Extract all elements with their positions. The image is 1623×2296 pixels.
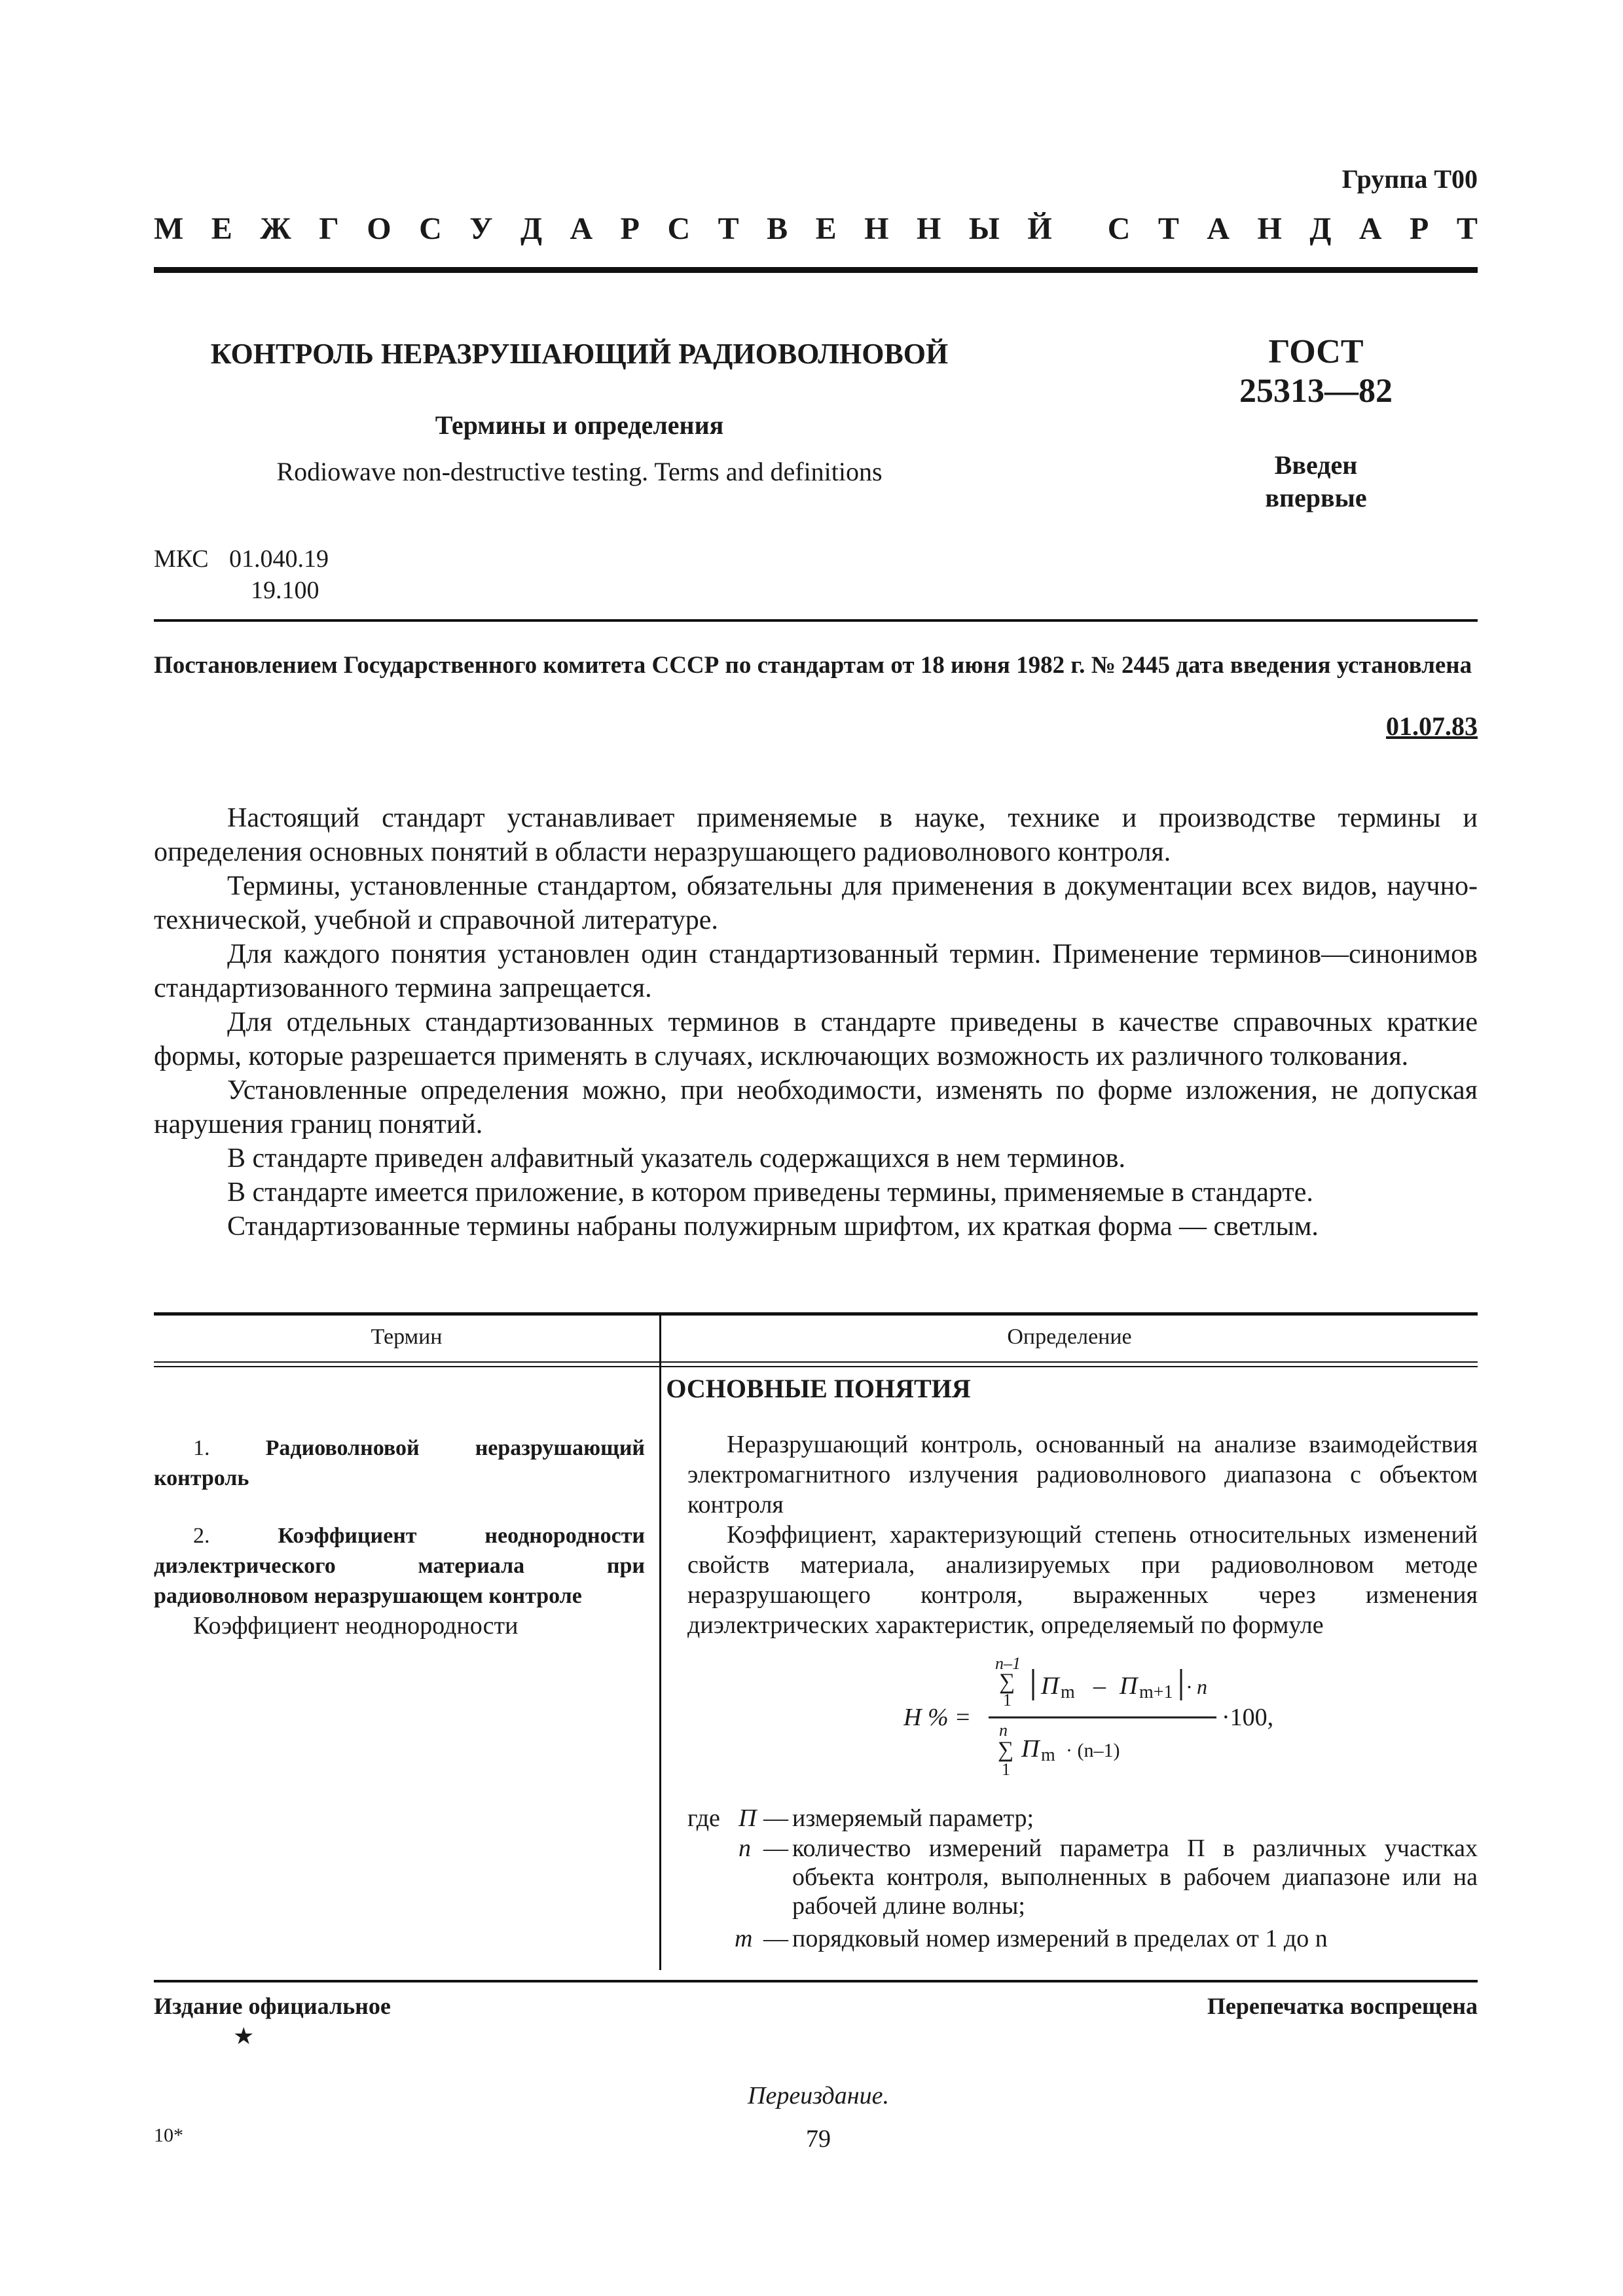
numerator-pi: П [1041, 1672, 1059, 1700]
heading-letter: Г [319, 211, 339, 246]
intro-paragraph: Для каждого понятия установлен один стандартизованный термин. Применение терминов—синонимов стандартизованного термина запрещается. [154, 939, 1478, 1003]
where-dash: — [763, 1835, 788, 1862]
table-header-rule [154, 1361, 1478, 1363]
decree-text: Постановлением Государственного комитета СССР по стандартам от 18 июня 1982 г. № 2445 дата введения установлена [154, 652, 1472, 679]
term-text: Радиоволновой неразрушающий контроль [154, 1436, 645, 1490]
page-number: 79 [806, 2125, 831, 2153]
term-text: Коэффициент неоднородности диэлектрического материала при радиоволновом неразрушающем контроле [154, 1524, 645, 1608]
heading-letter: Н [916, 211, 941, 246]
heading-letter: Н [1257, 211, 1282, 246]
english-title: Rodiowave non-destructive testing. Terms and definitions [276, 457, 883, 486]
decree-date: 01.07.83 [1386, 711, 1478, 741]
heading-letter: С [419, 211, 442, 246]
heading-letter: А [570, 211, 593, 246]
gost-designation [1205, 332, 1427, 411]
numerator-minus: – [1093, 1672, 1106, 1700]
heading-letter: Е [815, 211, 837, 246]
heading-letter: М [154, 211, 184, 246]
section-heading: ОСНОВНЫЕ ПОНЯТИЯ [661, 1373, 976, 1404]
denominator-tail: · (n–1) [1066, 1740, 1120, 1761]
formula-lhs: H % [903, 1704, 949, 1731]
heading-letter: У [469, 211, 493, 246]
term-number: 1. [193, 1436, 266, 1460]
heading-letter: Т [718, 211, 739, 246]
intro-paragraph: Термины, установленные стандартом, обязательны для применения в документации всех видов, научно-технической, учебной и справочной литературе. [154, 871, 1478, 935]
interstate-standard-heading [154, 211, 1478, 247]
heading-letter: Ы [968, 211, 1000, 246]
numerator-sub-m1: m+1 [1139, 1682, 1173, 1702]
term-2-short-form: Коэффициент неоднородности [193, 1612, 519, 1640]
denominator-pi: П [1021, 1735, 1040, 1763]
group-label: Группа Т00 [1341, 164, 1478, 194]
heading-letter: А [1359, 211, 1382, 246]
introduced-line2: впервые [1265, 483, 1367, 512]
where-symbol-m: m [735, 1925, 753, 1952]
mks-label: МКС [154, 545, 209, 573]
intro-section [154, 801, 1478, 1244]
heading-letter: О [367, 211, 392, 246]
reissue-label: Переиздание. [748, 2082, 889, 2109]
table-column-divider [659, 1316, 661, 1970]
heading-letter: Й [1027, 211, 1052, 246]
column-header-term: Термин [371, 1325, 443, 1349]
formula-times-100: ·100, [1222, 1704, 1274, 1731]
numerator-pi-next: П [1120, 1672, 1138, 1700]
where-dash: — [763, 1925, 788, 1952]
numerator-times-n: · n [1186, 1675, 1207, 1698]
denominator-sum-sign: ∑ [998, 1738, 1014, 1762]
denominator-sum-upper: n [999, 1721, 1008, 1740]
document-title: КОНТРОЛЬ НЕРАЗРУШАЮЩИЙ РАДИОВОЛНОВОЙ [210, 338, 949, 370]
denominator-sub-m: m [1041, 1745, 1055, 1765]
heading-letter: А [1207, 211, 1230, 246]
where-symbol-p: П [739, 1804, 757, 1832]
intro-paragraph: Настоящий стандарт устанавливает применяемые в науке, технике и производстве термины и определения основных понятий в области неразрушающего радиоволнового контроля. [154, 803, 1478, 867]
where-definition-m: порядковый номер измерений в пределах от 1 до n [792, 1925, 1328, 1952]
intro-paragraph: Для отдельных стандартизованных терминов в стандарте приведены в качестве справочных краткие формы, которые разрешается применять в случаях, исключающих возможность их различного толкования. [154, 1007, 1478, 1071]
document-subtitle: Термины и определения [435, 410, 724, 440]
introduced-note [1205, 449, 1427, 514]
star-icon: ★ [233, 2023, 255, 2049]
table-header-rule [154, 1366, 1478, 1367]
mks-code-1: 01.040.19 [229, 545, 329, 573]
heading-letter: С [1107, 211, 1131, 246]
where-symbol-n: n [739, 1835, 751, 1862]
where-definition-p: измеряемый параметр; [792, 1804, 1034, 1832]
intro-paragraph: Установленные определения можно, при необходимости, изменять по форме изложения, не допуская нарушения границ понятий. [154, 1075, 1478, 1139]
definition-1: Неразрушающий контроль, основанный на анализе взаимодействия электромагнитного излучения радиоволнового диапазона с объектом контроля [687, 1431, 1478, 1518]
heading-letter: Р [1410, 211, 1429, 246]
intro-paragraph: В стандарте приведен алфавитный указатель содержащихся в нем терминов. [227, 1143, 1125, 1174]
heading-letter: Ж [260, 211, 291, 246]
where-label: где [687, 1804, 720, 1832]
denominator-sum-lower: 1 [1002, 1760, 1010, 1779]
heading-letter: Д [1309, 211, 1332, 246]
mks-rule [154, 619, 1478, 622]
sum-upper-limit: n–1 [995, 1655, 1021, 1673]
gost-label: ГОСТ [1268, 333, 1364, 370]
gost-number: 25313—82 [1239, 372, 1393, 410]
definition-2: Коэффициент, характеризующий степень относительных изменений свойств материала, анализируемых при радиоволновом методе неразрушающего контроля, выраженных через изменения диэлектрических характеристик, определяемый по формуле [687, 1521, 1478, 1639]
heading-letter: Е [211, 211, 232, 246]
term-number: 2. [193, 1524, 278, 1548]
heading-letter: Р [620, 211, 640, 246]
where-definition-n: количество измерений параметра П в различных участках объекта контроля, выполненных в рабочем диапазоне или на рабочей длине волны; [792, 1835, 1478, 1920]
intro-paragraph: В стандарте имеется приложение, в котором приведены термины, применяемые в стандарте. [227, 1177, 1313, 1208]
table-top-rule [154, 1312, 1478, 1316]
heading-letter: Н [864, 211, 889, 246]
footer-rule [154, 1980, 1478, 1982]
official-edition-label: Издание официальное [154, 1993, 391, 2019]
header-rule [154, 267, 1478, 273]
intro-paragraph: Стандартизованные термины набраны полужирным шрифтом, их краткая форма — светлым. [227, 1211, 1319, 1242]
introduced-line1: Введен [1274, 450, 1358, 480]
heading-letter: Д [520, 211, 543, 246]
column-header-definition: Определение [1007, 1325, 1132, 1349]
sheet-mark: 10* [154, 2125, 183, 2146]
sum-lower-limit: 1 [1003, 1691, 1012, 1710]
where-dash: — [763, 1804, 788, 1832]
inhomogeneity-formula [903, 1655, 1322, 1785]
term-2 [154, 1521, 645, 1611]
heading-letter: В [767, 211, 788, 246]
numerator-sub-m: m [1061, 1682, 1075, 1702]
reprint-prohibited-label: Перепечатка воспрещена [1207, 1993, 1478, 2019]
heading-letter: Т [1158, 211, 1179, 246]
heading-letter: С [667, 211, 691, 246]
mks-code-2: 19.100 [251, 577, 319, 604]
heading-letter: Т [1456, 211, 1478, 246]
sum-sign: ∑ [999, 1670, 1015, 1694]
formula-equals: = [956, 1704, 970, 1731]
term-1 [154, 1433, 645, 1494]
